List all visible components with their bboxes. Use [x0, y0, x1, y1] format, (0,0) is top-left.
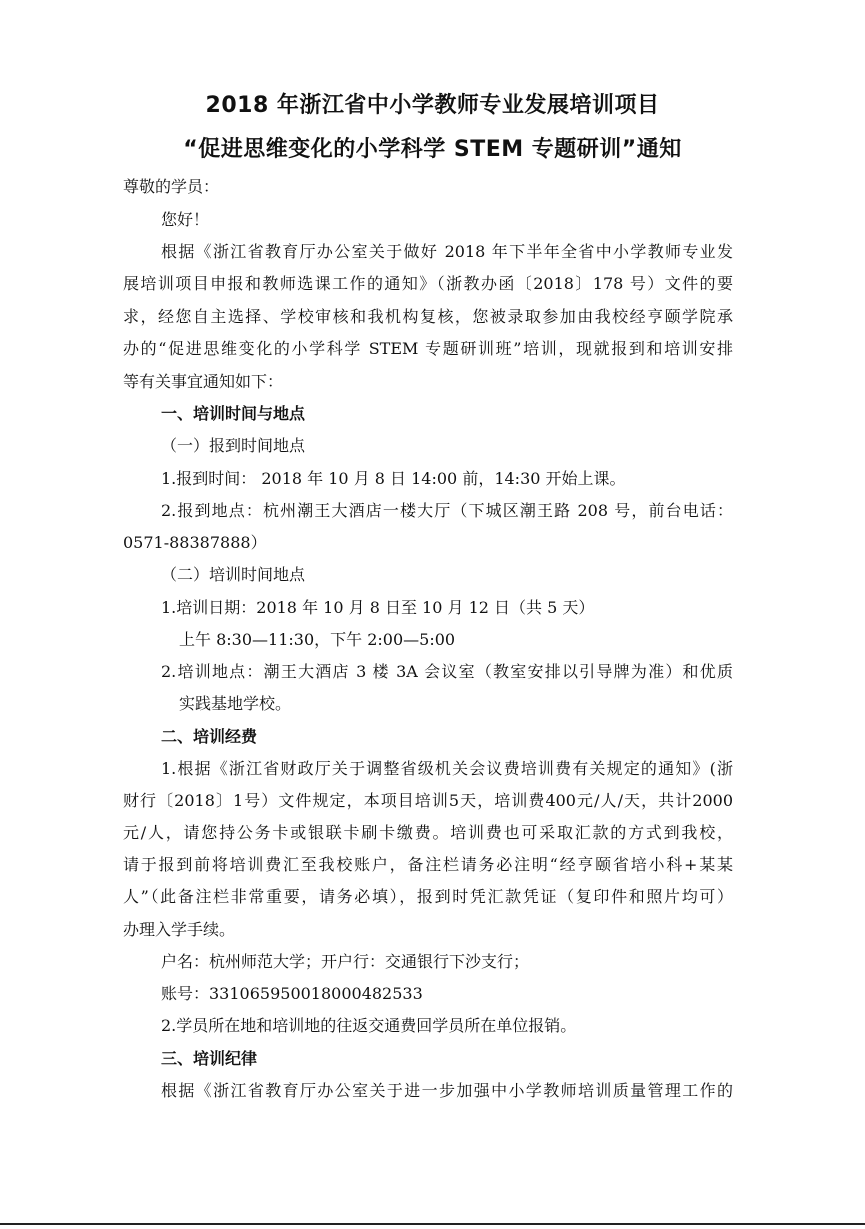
greeting: 您好！ — [161, 210, 210, 229]
body-paragraph-line: 等有关事宜通知如下： — [123, 372, 284, 391]
fees-paragraph-line: 元/人，请您持公务卡或银联卡刷卡缴费。培训费也可采取汇款的方式到我校， — [123, 823, 733, 842]
fees-paragraph-line: 1.根据《浙江省财政厅关于调整省级机关会议费培训费有关规定的通知》(浙 — [161, 759, 733, 778]
registration-phone: 0571-88387888） — [123, 533, 267, 552]
bank-account-name: 户名：杭州师范大学；开户行：交通银行下沙支行； — [161, 952, 530, 971]
training-place-cont: 实践基地学校。 — [179, 694, 292, 713]
registration-time: 1.报到时间： 2018 年 10 月 8 日 14:00 前，14:30 开始上课。 — [161, 469, 626, 488]
salutation: 尊敬的学员： — [123, 177, 220, 196]
section-heading-fees: 二、培训经费 — [161, 727, 258, 746]
body-paragraph-line: 求，经您自主选择、学校审核和我机构复核，您被录取参加由我校经亨颐学院承 — [123, 307, 733, 326]
training-hours: 上午 8:30—11:30，下午 2:00—5:00 — [179, 630, 456, 649]
fees-paragraph-line: 办理入学手续。 — [123, 920, 236, 939]
body-paragraph-line: 展培训项目申报和教师选课工作的通知》（浙教办函〔2018〕178 号）文件的要 — [123, 274, 733, 293]
fees-paragraph-line: 人”（此备注栏非常重要，请务必填），报到时凭汇款凭证（复印件和照片均可） — [123, 887, 733, 906]
fees-paragraph-line: 请于报到前将培训费汇至我校账户，备注栏请务必注明“经亨颐省培小科+某某 — [123, 855, 733, 874]
subsection-heading-registration: （一）报到时间地点 — [161, 436, 306, 455]
body-paragraph-line: 办的“促进思维变化的小学科学 STEM 专题研训班”培训，现就报到和培训安排 — [123, 339, 733, 358]
page-bottom-border — [0, 1223, 865, 1225]
registration-place: 2.报到地点：杭州潮王大酒店一楼大厅（下城区潮王路 208 号，前台电话： — [161, 501, 733, 520]
section-heading-discipline: 三、培训纪律 — [161, 1049, 258, 1068]
document-title-line-1: 2018 年浙江省中小学教师专业发展培训项目 — [205, 93, 660, 118]
section-heading-time-place: 一、培训时间与地点 — [161, 404, 306, 423]
body-paragraph-line: 根据《浙江省教育厅办公室关于做好 2018 年下半年全省中小学教师专业发 — [161, 242, 733, 261]
fees-paragraph-line: 财行〔2018〕1号）文件规定，本项目培训5天，培训费400元/人/天，共计2000 — [123, 791, 733, 810]
discipline-paragraph-line: 根据《浙江省教育厅办公室关于进一步加强中小学教师培训质量管理工作的 — [161, 1081, 733, 1100]
training-place: 2.培训地点：潮王大酒店 3 楼 3A 会议室（教室安排以引导牌为准）和优质 — [161, 662, 733, 681]
document-title-line-2: “促进思维变化的小学科学 STEM 专题研训”通知 — [183, 137, 682, 162]
travel-reimbursement: 2.学员所在地和培训地的往返交通费回学员所在单位报销。 — [161, 1016, 577, 1035]
subsection-heading-training: （二）培训时间地点 — [161, 565, 306, 584]
training-dates: 1.培训日期：2018 年 10 月 8 日至 10 月 12 日（共 5 天） — [161, 598, 595, 617]
bank-account-number: 账号：331065950018000482533 — [161, 984, 423, 1003]
